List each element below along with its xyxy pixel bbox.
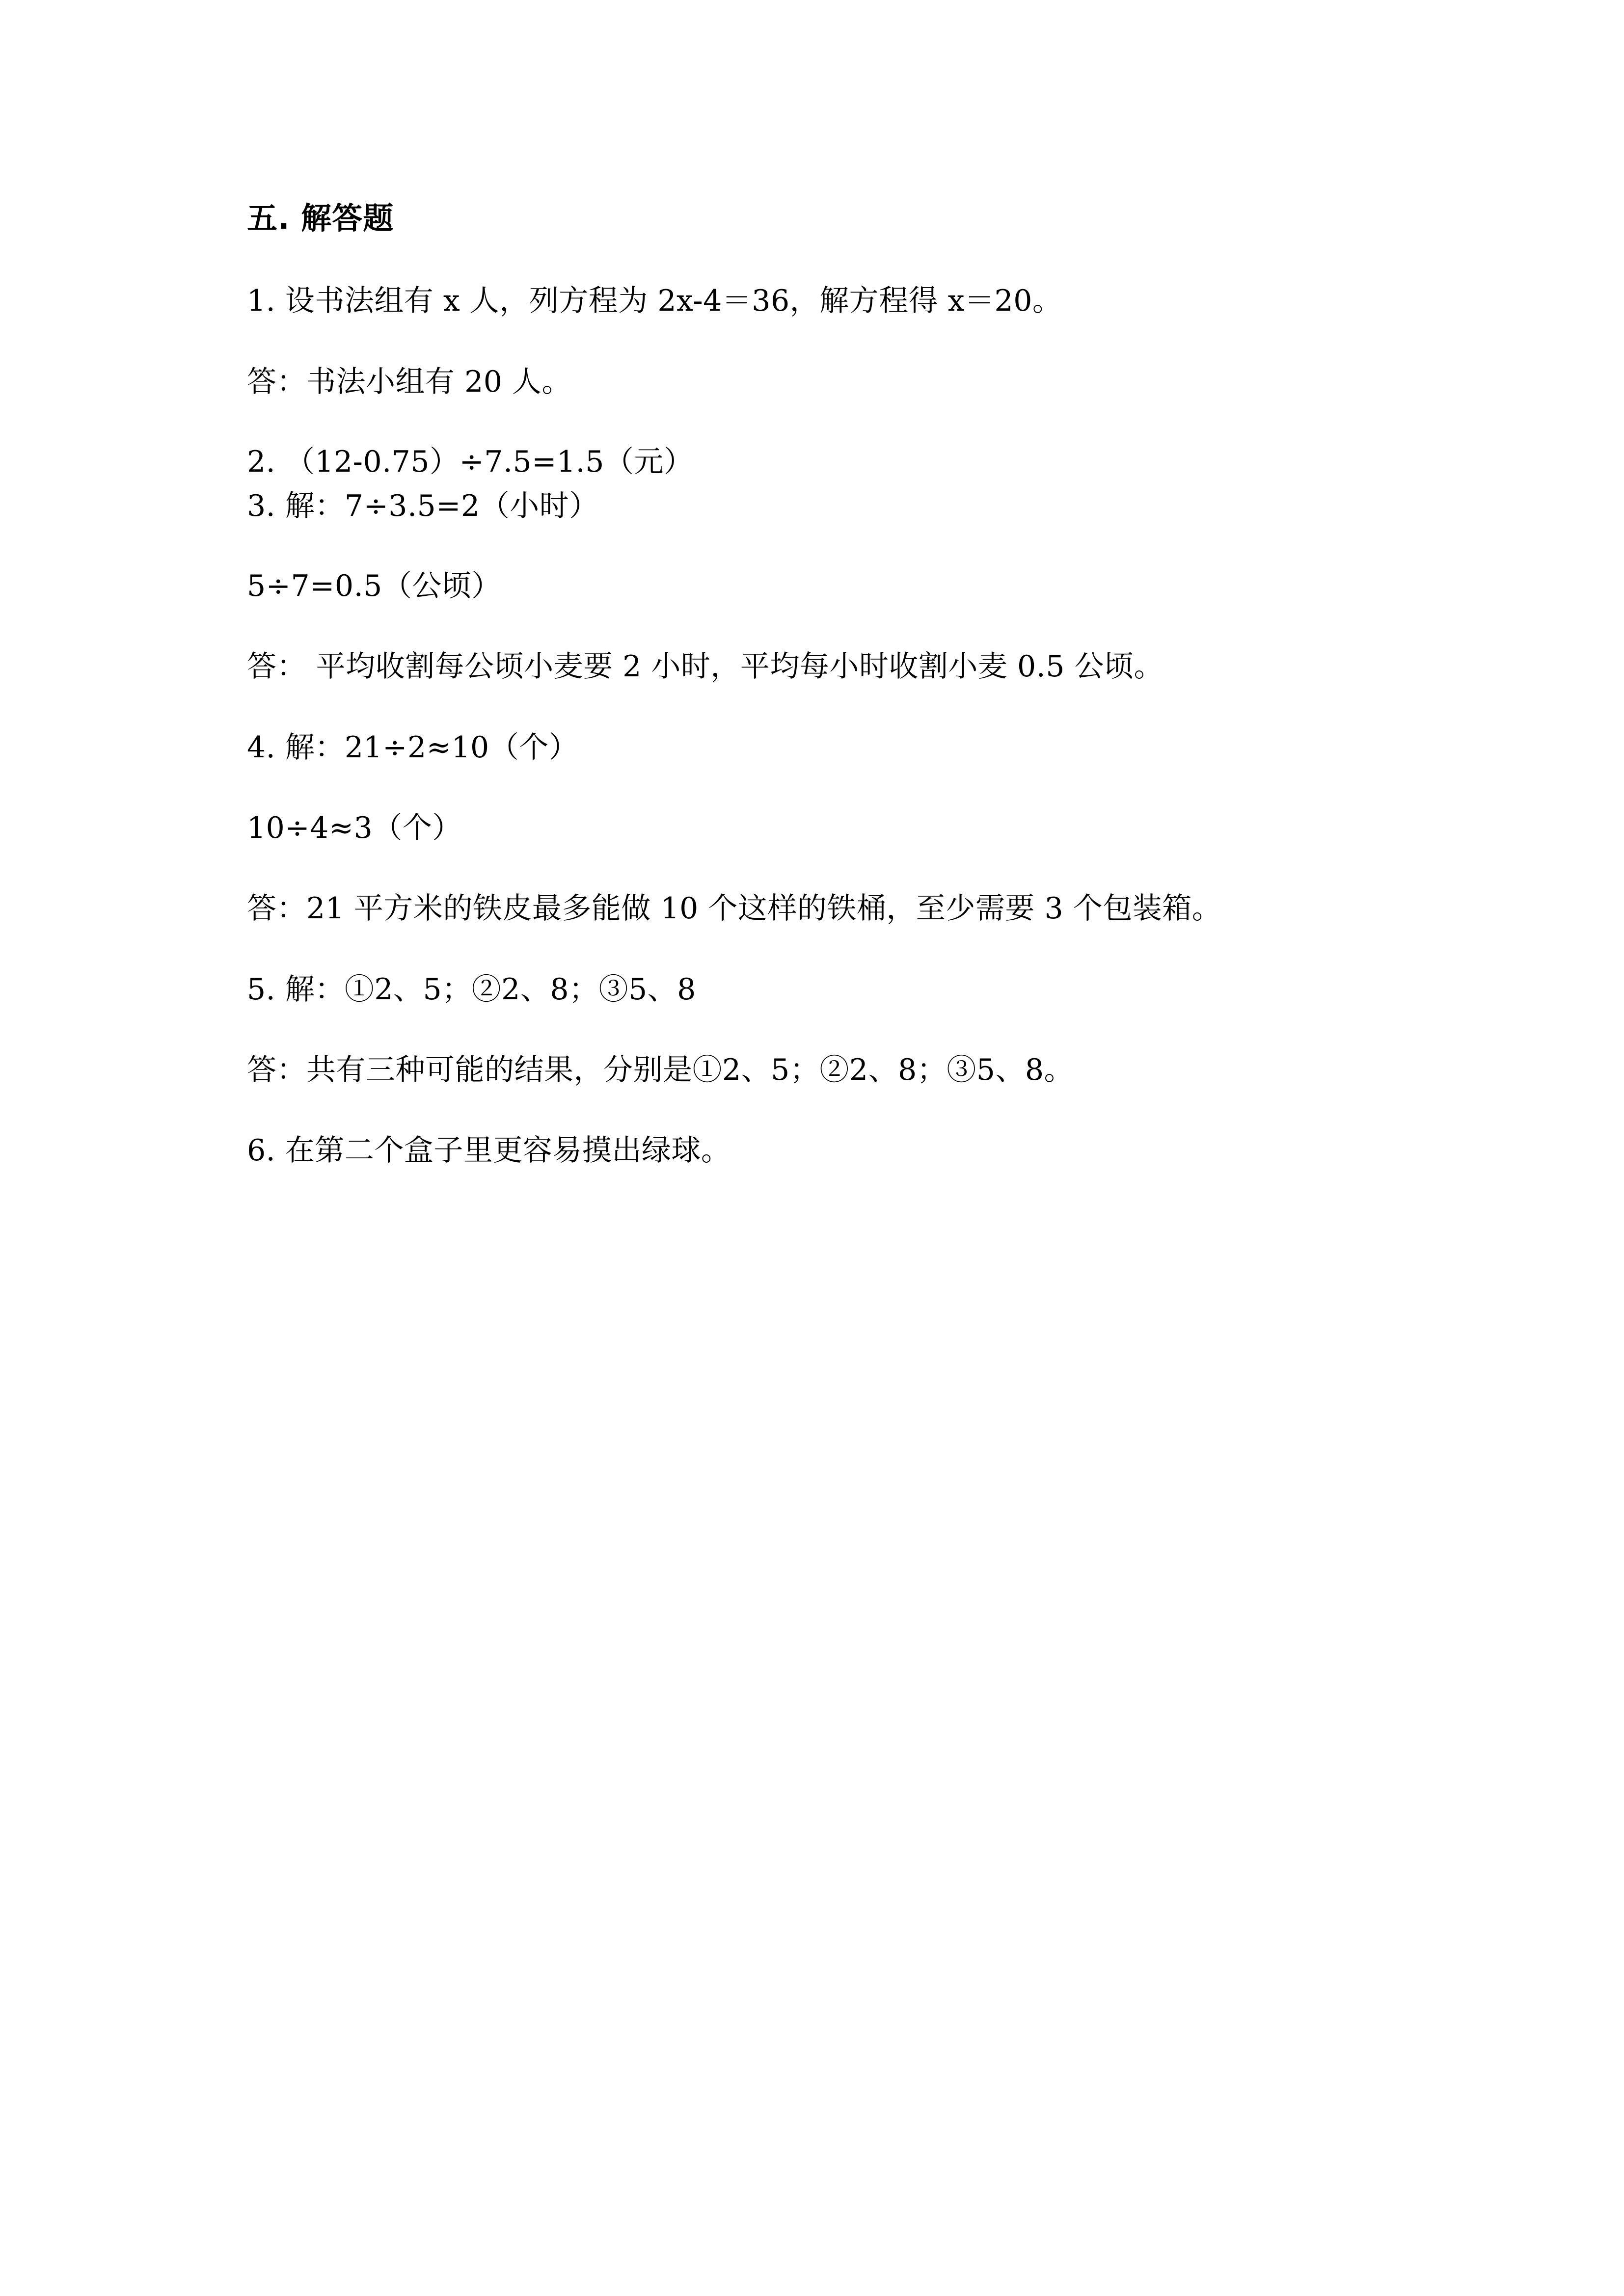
answer-3-line-1: 3. 解：7÷3.5=2（小时） [247,489,599,523]
answer-5-conclusion: 答：共有三种可能的结果，分别是①2、5；②2、8；③5、8。 [247,1053,1074,1087]
answer-2-line: 2. （12-0.75）÷7.5=1.5（元） [247,445,694,479]
answer-1-conclusion: 答：书法小组有 20 人。 [247,365,571,399]
answer-3-line-2: 5÷7=0.5（公顷） [247,569,501,603]
answer-3-conclusion: 答： 平均收割每公顷小麦要 2 小时，平均每小时收割小麦 0.5 公顷。 [247,649,1164,684]
answer-5-line: 5. 解：①2、5；②2、8；③5、8 [247,972,696,1007]
answer-4-line-1: 4. 解：21÷2≈10（个） [247,730,579,765]
answer-1-line: 1. 设书法组有 x 人，列方程为 2x-4＝36，解方程得 x＝20。 [247,284,1062,318]
answer-6-line: 6. 在第二个盒子里更容易摸出绿球。 [247,1133,731,1168]
section-title: 五. 解答题 [247,200,394,236]
answer-4-conclusion: 答：21 平方米的铁皮最多能做 10 个这样的铁桶，至少需要 3 个包装箱。 [247,891,1222,926]
answer-4-line-2: 10÷4≈3（个） [247,811,462,845]
